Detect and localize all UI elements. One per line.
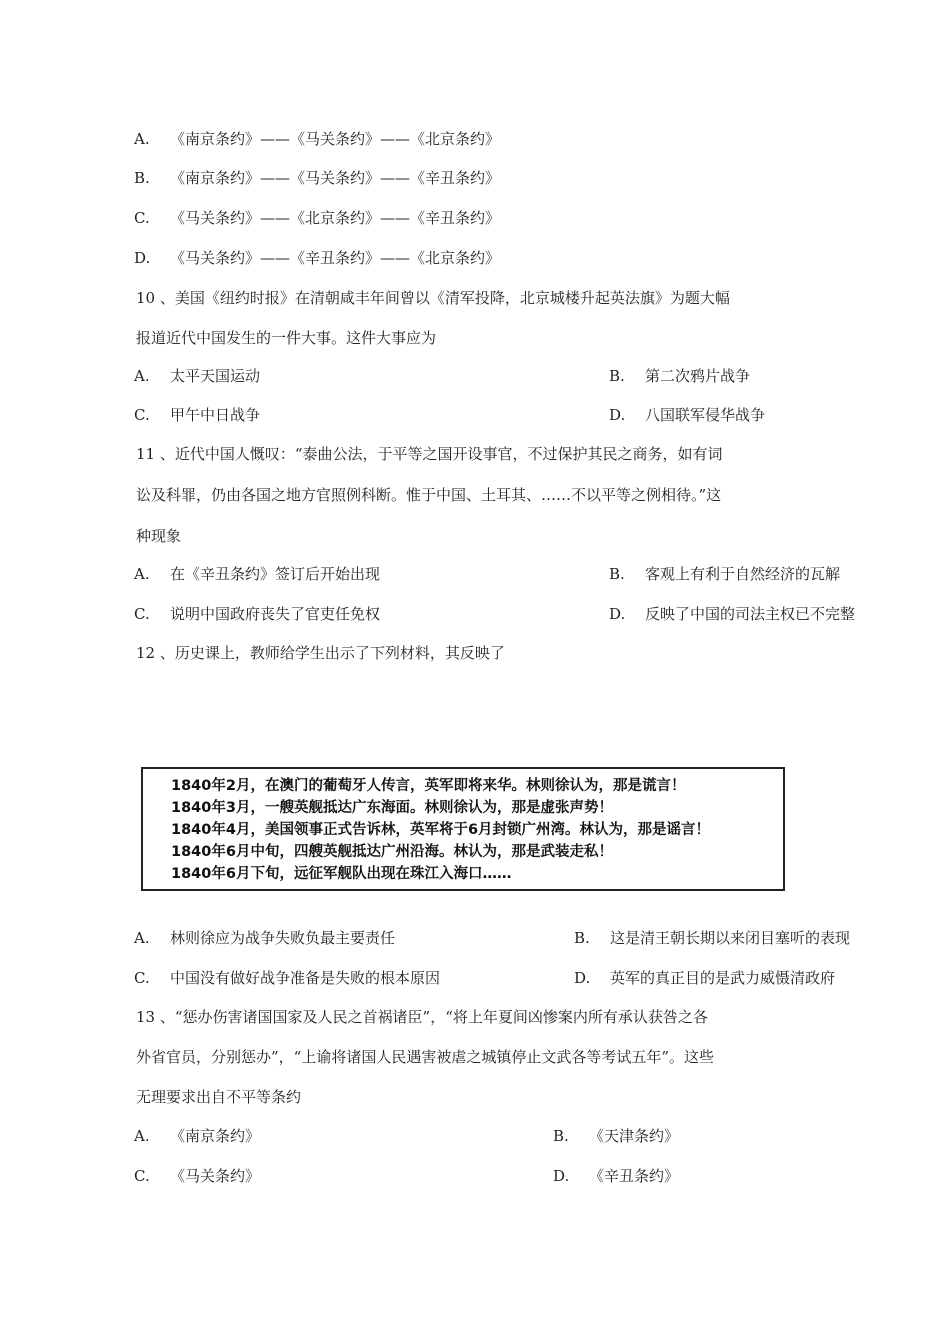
material-line: 1840年6月下旬，远征军舰队出现在珠江入海口…… — [171, 866, 512, 882]
q9-option-d-text: 《马关条约》——《辛丑条约》——《北京条约》 — [170, 249, 501, 267]
q11-option-d-letter: D. — [609, 605, 626, 623]
q13-option-b-letter: B. — [553, 1127, 569, 1145]
q10-option-b-letter: B. — [609, 367, 625, 385]
q13-option-b-text: 《天津条约》 — [589, 1127, 680, 1145]
q10-option-a-letter: A. — [134, 367, 150, 385]
q13-stem-line3: 无理要求出自不平等条约 — [136, 1088, 302, 1106]
q11-stem-line3: 种现象 — [136, 527, 182, 545]
q12-material-box — [141, 767, 785, 891]
q10-option-c-text: 甲午中日战争 — [170, 406, 261, 424]
q12-option-c-letter: C. — [134, 969, 150, 987]
q11-option-d-text: 反映了中国的司法主权已不完整 — [645, 605, 856, 623]
q13-option-d-text: 《辛丑条约》 — [589, 1167, 680, 1185]
q10-option-d-text: 八国联军侵华战争 — [645, 406, 766, 424]
q12-option-b-letter: B. — [574, 929, 590, 947]
q13-stem-line1: 13 、“惩办伤害诸国国家及人民之首祸诸臣”，“将上年夏间凶惨案内所有承认获咎之各 — [136, 1008, 708, 1026]
q13-option-d-letter: D. — [553, 1167, 570, 1185]
q9-option-c-text: 《马关条约》——《北京条约》——《辛丑条约》 — [170, 209, 501, 227]
q9-option-d-letter: D. — [134, 249, 151, 267]
q11-option-a-letter: A. — [134, 565, 150, 583]
q13-option-a-letter: A. — [134, 1127, 150, 1145]
q9-option-a-letter: A. — [134, 130, 150, 148]
q13-option-a-text: 《南京条约》 — [170, 1127, 261, 1145]
q11-option-b-text: 客观上有利于自然经济的瓦解 — [645, 565, 841, 583]
q10-option-d-letter: D. — [609, 406, 626, 424]
q13-option-c-text: 《马关条约》 — [170, 1167, 261, 1185]
q11-option-c-text: 说明中国政府丧失了官吏任免权 — [170, 605, 381, 623]
q10-option-a-text: 太平天国运动 — [170, 367, 261, 385]
q9-option-b-letter: B. — [134, 169, 150, 187]
q9-option-a-text: 《南京条约》——《马关条约》——《北京条约》 — [170, 130, 501, 148]
q12-option-a-letter: A. — [134, 929, 150, 947]
q9-option-b-text: 《南京条约》——《马关条约》——《辛丑条约》 — [170, 169, 501, 187]
q9-option-c-letter: C. — [134, 209, 150, 227]
material-line: 1840年2月，在澳门的葡萄牙人传言，英军即将来华。林则徐认为，那是谎言！ — [171, 778, 686, 794]
material-line: 1840年3月，一艘英舰抵达广东海面。林则徐认为，那是虚张声势！ — [171, 800, 613, 816]
q11-option-c-letter: C. — [134, 605, 150, 623]
q12-option-b-text: 这是清王朝长期以来闭目塞听的表现 — [610, 929, 851, 947]
material-line: 1840年4月，美国领事正式告诉林，英军将于6月封锁广州湾。林认为，那是谣言！ — [171, 822, 711, 838]
q12-option-a-text: 林则徐应为战争失败负最主要责任 — [170, 929, 396, 947]
material-line: 1840年6月中旬，四艘英舰抵达广州沿海。林认为，那是武装走私！ — [171, 844, 613, 860]
q12-option-d-text: 英军的真正目的是武力威慑清政府 — [610, 969, 836, 987]
q11-option-a-text: 在《辛丑条约》签订后开始出现 — [170, 565, 381, 583]
q11-stem-line1: 11 、近代中国人慨叹：“泰曲公法，于平等之国开设事官，不过保护其民之商务，如有词 — [136, 445, 723, 463]
q10-stem-line1: 10 、美国《纽约时报》在清朝咸丰年间曾以《清军投降，北京城楼升起英法旗》为题大幅 — [136, 289, 730, 307]
q13-stem-line2: 外省官员，分别惩办”，“上谕将诸国人民遇害被虐之城镇停止文武各等考试五年”。这些 — [136, 1048, 715, 1066]
q10-option-b-text: 第二次鸦片战争 — [645, 367, 751, 385]
q10-stem-line2: 报道近代中国发生的一件大事。这件大事应为 — [136, 329, 437, 347]
q13-option-c-letter: C. — [134, 1167, 150, 1185]
q11-stem-line2: 讼及科罪，仍由各国之地方官照例科断。惟于中国、土耳其、……不以平等之例相待。”这 — [136, 486, 722, 504]
q11-option-b-letter: B. — [609, 565, 625, 583]
q12-option-c-text: 中国没有做好战争准备是失败的根本原因 — [170, 969, 441, 987]
q10-option-c-letter: C. — [134, 406, 150, 424]
q12-stem-line1: 12 、历史课上，教师给学生出示了下列材料，其反映了 — [136, 644, 505, 662]
q12-option-d-letter: D. — [574, 969, 591, 987]
